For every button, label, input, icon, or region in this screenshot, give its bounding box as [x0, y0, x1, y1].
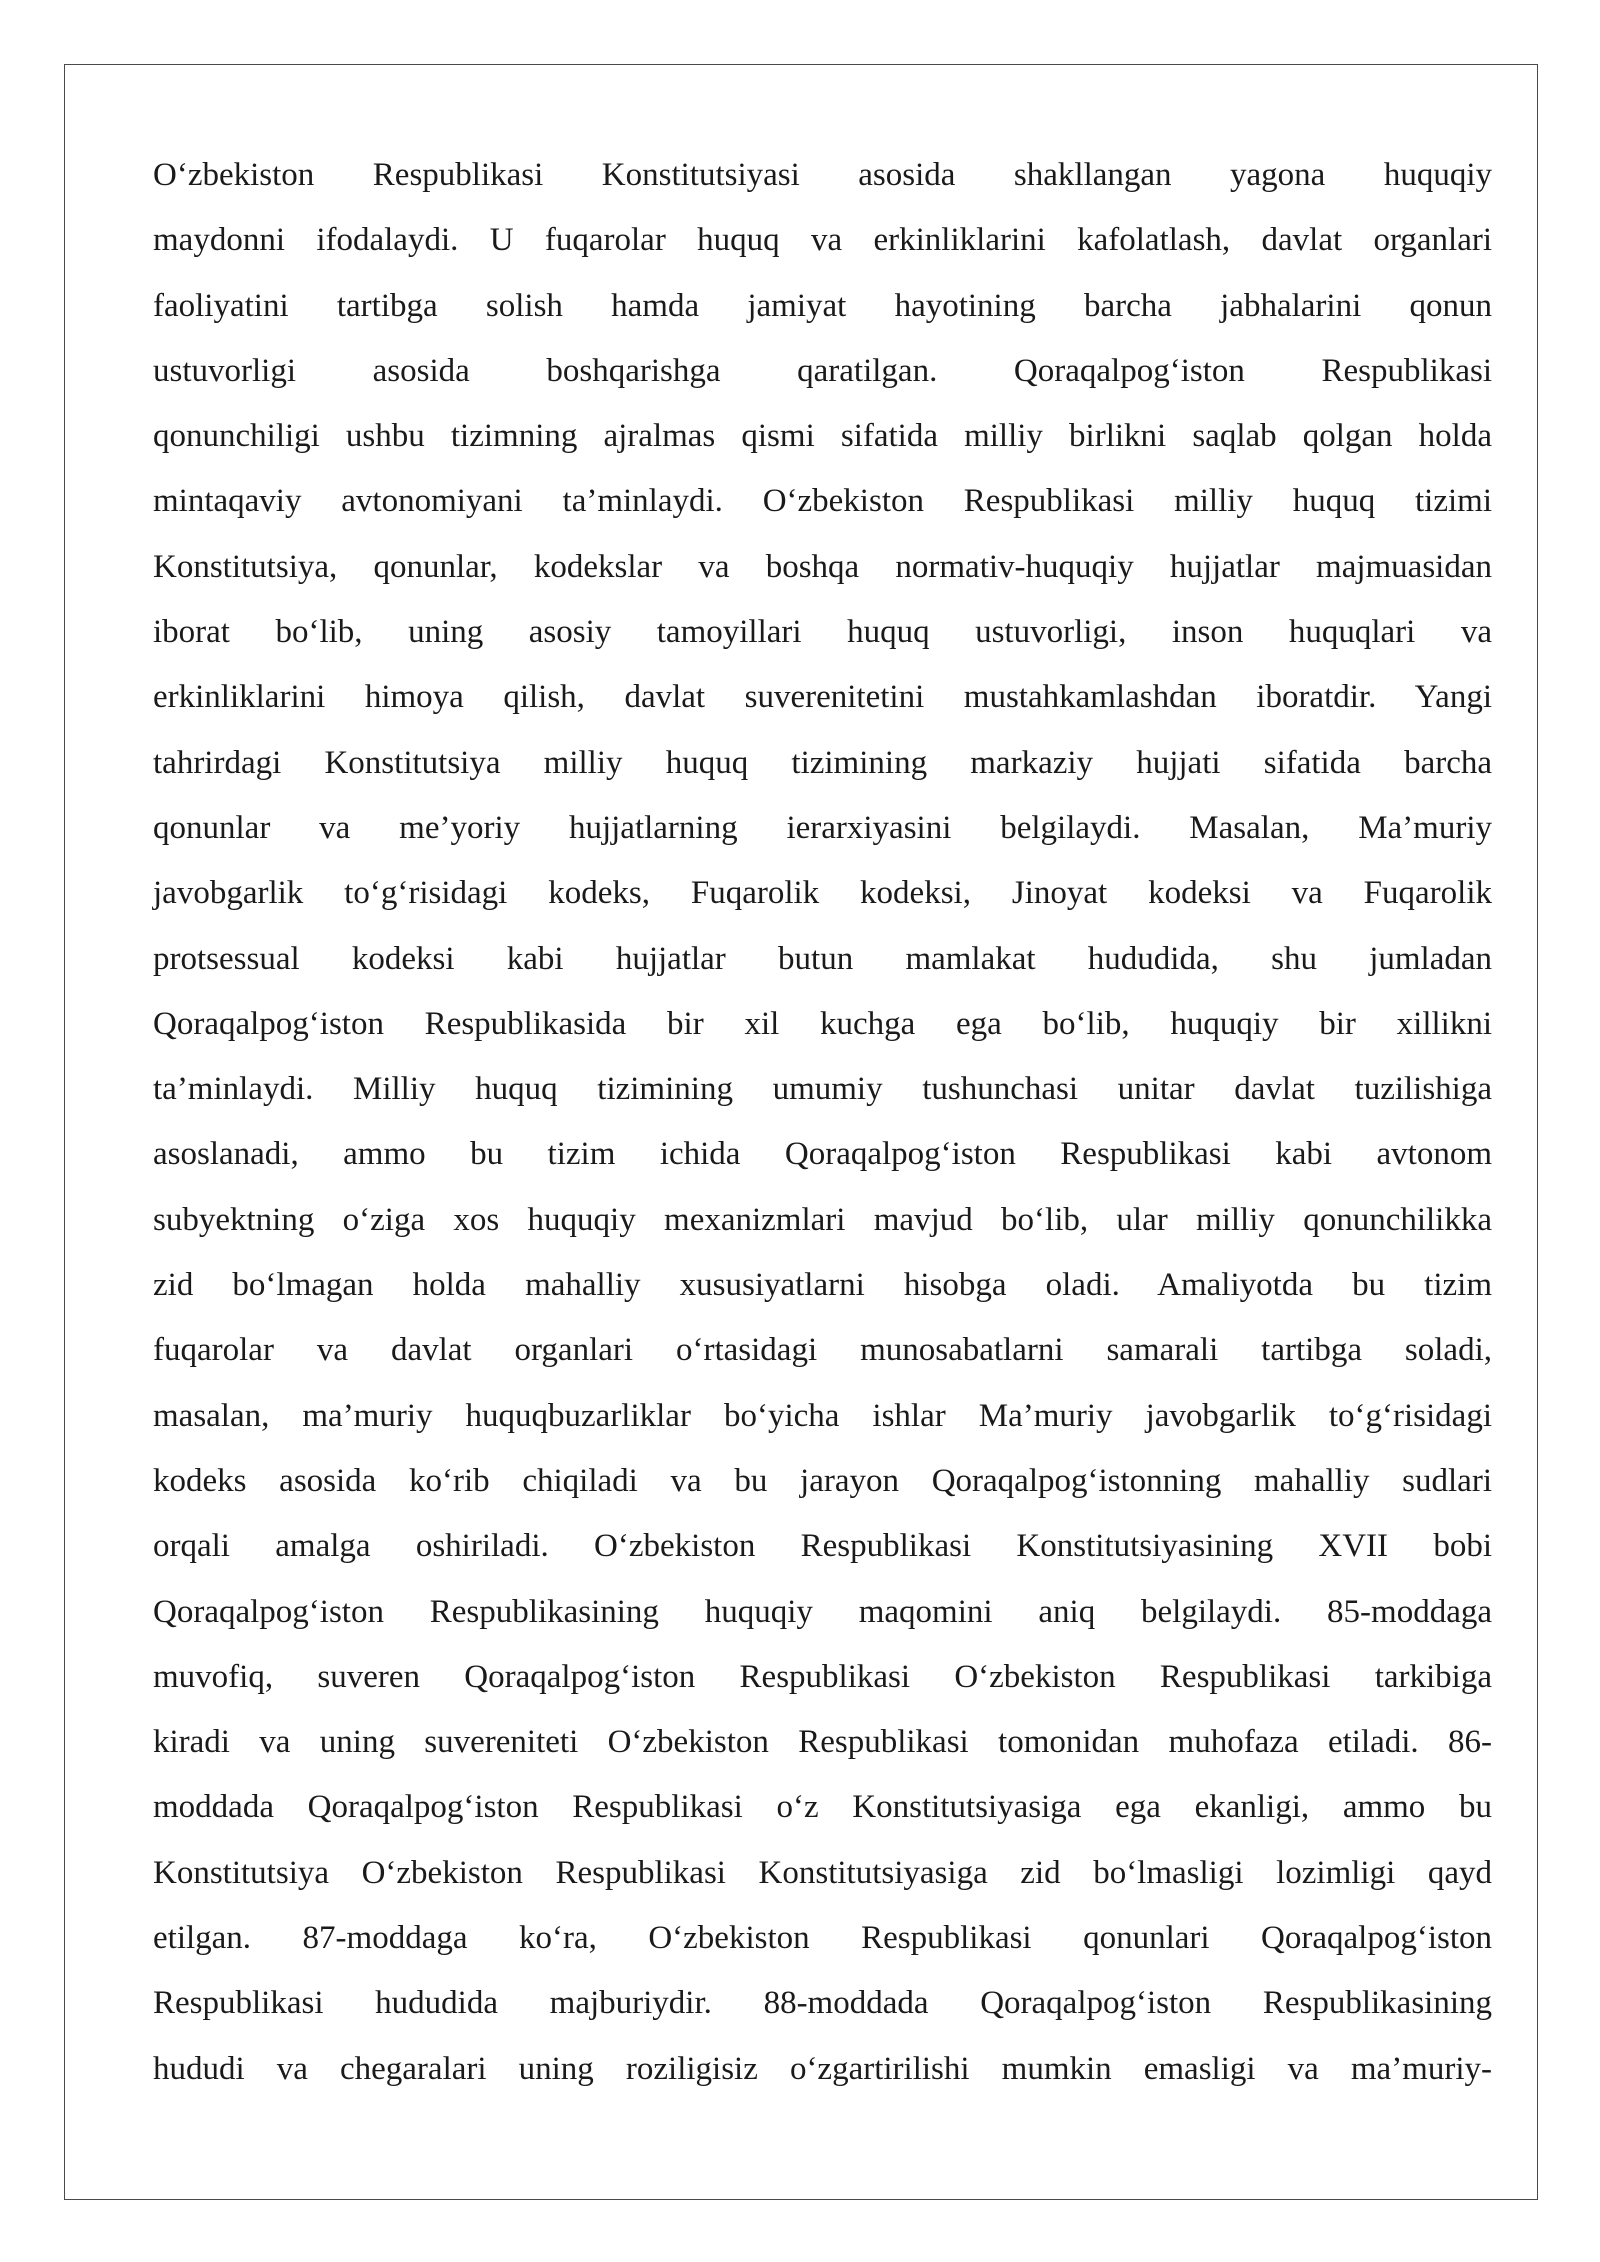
text-line: javobgarlik to‘g‘risidagi kodeks, Fuqarolik kodeksi, Jinoyat kodeksi va Fuqarolik [153, 875, 1492, 912]
text-line: subyektning o‘ziga xos huquqiy mexanizmlari mavjud bo‘lib, ular milliy qonunchilikka [153, 1201, 1492, 1238]
document-text [153, 143, 1492, 2102]
text-line: Qoraqalpog‘iston Respublikasining huquqiy maqomini aniq belgilaydi. 85-moddaga [153, 1593, 1492, 1630]
text-line: Qoraqalpog‘iston Respublikasida bir xil kuchga ega bo‘lib, huquqiy bir xillikni [153, 1005, 1492, 1042]
text-line: masalan, ma’muriy huquqbuzarliklar bo‘yicha ishlar Ma’muriy javobgarlik to‘g‘risidagi [153, 1397, 1492, 1434]
text-line: tahrirdagi Konstitutsiya milliy huquq tizimining markaziy hujjati sifatida barcha [153, 744, 1492, 781]
text-line: fuqarolar va davlat organlari o‘rtasidagi munosabatlarni samarali tartibga soladi, [153, 1332, 1492, 1369]
text-line: hududi va chegaralari uning roziligisiz o‘zgartirilishi mumkin emasligi va ma’muriy- [153, 2050, 1492, 2087]
text-line: moddada Qoraqalpog‘iston Respublikasi o‘z Konstitutsiyasiga ega ekanligi, ammo bu [153, 1789, 1492, 1826]
text-line: qonunlar va me’yoriy hujjatlarning ierarxiyasini belgilaydi. Masalan, Ma’muriy [153, 809, 1492, 846]
text-line: protsessual kodeksi kabi hujjatlar butun mamlakat hududida, shu jumladan [153, 940, 1492, 977]
text-line: erkinliklarini himoya qilish, davlat suverenitetini mustahkamlashdan iboratdir. Yangi [153, 679, 1492, 716]
text-line: maydonni ifodalaydi. U fuqarolar huquq va erkinliklarini kafolatlash, davlat organlari [153, 222, 1492, 259]
text-line: zid bo‘lmagan holda mahalliy xususiyatlarni hisobga oladi. Amaliyotda bu tizim [153, 1267, 1492, 1304]
text-line: faoliyatini tartibga solish hamda jamiyat hayotining barcha jabhalarini qonun [153, 287, 1492, 324]
text-line: iborat bo‘lib, uning asosiy tamoyillari huquq ustuvorligi, inson huquqlari va [153, 614, 1492, 651]
text-line: kiradi va uning suvereniteti O‘zbekiston Respublikasi tomonidan muhofaza etiladi. 86- [153, 1724, 1492, 1761]
text-line: O‘zbekiston Respublikasi Konstitutsiyasi asosida shakllangan yagona huquqiy [153, 157, 1492, 193]
text-line: etilgan. 87-moddaga ko‘ra, O‘zbekiston Respublikasi qonunlari Qoraqalpog‘iston [153, 1920, 1492, 1957]
text-line: Respublikasi hududida majburiydir. 88-moddada Qoraqalpog‘iston Respublikasining [153, 1985, 1492, 2022]
text-line: ustuvorligi asosida boshqarishga qaratilgan. Qoraqalpog‘iston Respublikasi [153, 352, 1492, 389]
text-line: kodeks asosida ko‘rib chiqiladi va bu jarayon Qoraqalpog‘istonning mahalliy sudlari [153, 1462, 1492, 1499]
text-line: orqali amalga oshiriladi. O‘zbekiston Respublikasi Konstitutsiyasining XVII bobi [153, 1528, 1492, 1565]
text-line: qonunchiligi ushbu tizimning ajralmas qismi sifatida milliy birlikni saqlab qolgan holda [153, 418, 1492, 455]
text-line: asoslanadi, ammo bu tizim ichida Qoraqalpog‘iston Respublikasi kabi avtonom [153, 1136, 1492, 1173]
text-line: Konstitutsiya, qonunlar, kodekslar va boshqa normativ-huquqiy hujjatlar majmuasidan [153, 548, 1492, 585]
text-line: mintaqaviy avtonomiyani ta’minlaydi. O‘zbekiston Respublikasi milliy huquq tizimi [153, 483, 1492, 520]
text-line: ta’minlaydi. Milliy huquq tizimining umumiy tushunchasi unitar davlat tuzilishiga [153, 1071, 1492, 1108]
text-line: Konstitutsiya O‘zbekiston Respublikasi Konstitutsiyasiga zid bo‘lmasligi lozimligi qayd [153, 1854, 1492, 1891]
text-line: muvofiq, suveren Qoraqalpog‘iston Respublikasi O‘zbekiston Respublikasi tarkibiga [153, 1658, 1492, 1695]
